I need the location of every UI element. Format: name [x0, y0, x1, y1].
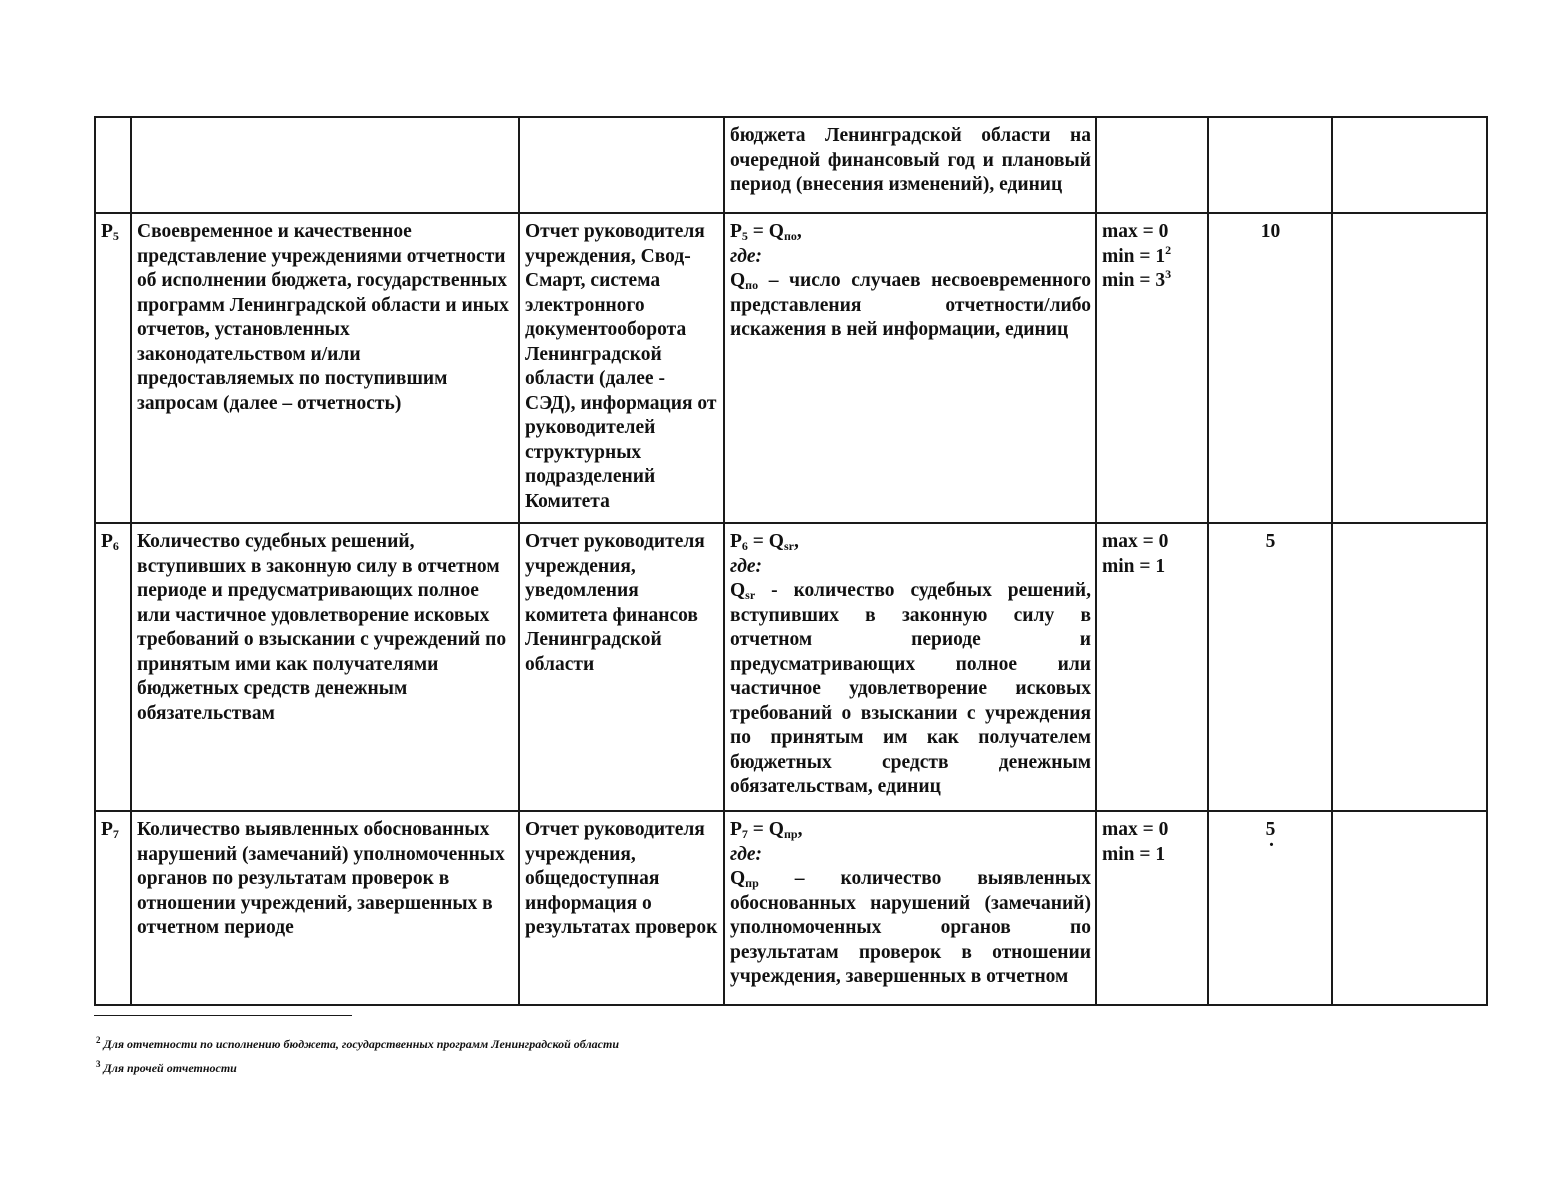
limit-value [1102, 242, 1203, 270]
formula-description-block [730, 269, 1091, 343]
indicator-code-subscript: 7 [112, 827, 119, 841]
weight-cell [1208, 213, 1332, 523]
formula-variable-subscript: пр [783, 827, 798, 841]
weight-cell [1208, 117, 1332, 213]
limit-text: min = 3 [1102, 270, 1166, 291]
formula-equals: = [747, 221, 769, 242]
formula-where-label: где: [730, 245, 763, 267]
limit-text: min = 1 [1102, 245, 1166, 267]
limit-text: min = 1 [1102, 843, 1166, 865]
footnote-text: Для отчетности по исполнению бюджета, государственных программ Ленинградской области [103, 1037, 619, 1051]
formula-q-label: Q [730, 270, 746, 291]
indicator-name-cell [131, 523, 519, 811]
data-source: Отчет руководителя учреждения, общедоступная информация о результатах проверок [525, 819, 718, 938]
source-cell [519, 117, 724, 213]
indicator-code-cell [95, 213, 131, 523]
limit-value [1102, 818, 1203, 843]
footnote-mark: 2 [96, 1035, 101, 1045]
limits-cell [1096, 117, 1208, 213]
formula-cell [724, 811, 1096, 1005]
limit-footnote-ref: 3 [1165, 267, 1172, 281]
limits-cell [1096, 811, 1208, 1005]
source-cell [519, 523, 724, 811]
limit-footnote-ref: 2 [1165, 242, 1172, 257]
formula-description: - количество судебных решений, вступивших в законную силу в отчетном периоде и предусматривающих полное или частичное удовлетворение исковых требований о взыскании с учреждения по принятым им как получателем бюджетных средств денежным обязательствам, единиц [730, 580, 1091, 797]
indicator-code-cell [95, 811, 131, 1005]
formula-where-line [730, 555, 1091, 580]
formula-lhs: P [730, 819, 742, 840]
weight-cell [1208, 811, 1332, 1005]
formula-line [730, 530, 1091, 555]
formula-equals: = [747, 819, 769, 840]
formula-equals: = [747, 531, 769, 552]
limit-value [1102, 269, 1203, 294]
formula-cell [724, 523, 1096, 811]
formula-tail: , [796, 221, 802, 242]
formula-line [730, 220, 1091, 245]
data-source: Отчет руководителя учреждения, уведомления комитета финансов Ленинградской области [525, 531, 705, 675]
indicator-code: P [101, 531, 113, 552]
indicator-name-cell [131, 213, 519, 523]
weight-value: 5 [1265, 531, 1276, 552]
formula-lhs: P [730, 221, 742, 242]
formula-q-label: Q [730, 580, 746, 601]
weight-value: 10 [1260, 221, 1281, 242]
limit-value [1102, 220, 1203, 245]
formula-lhs-subscript: 5 [741, 229, 748, 243]
limit-text: max = 0 [1102, 531, 1169, 552]
indicator-code-subscript: 5 [112, 229, 119, 243]
limit-text: max = 0 [1102, 221, 1169, 242]
limit-value [1102, 843, 1203, 868]
empty-cell [1332, 523, 1487, 811]
indicator-name-cell [131, 117, 519, 213]
formula-lhs: P [730, 531, 742, 552]
indicator-name-cell [131, 811, 519, 1005]
limits-cell [1096, 523, 1208, 811]
formula-description-block [730, 867, 1091, 990]
footnote [96, 1054, 619, 1078]
formula-variable-subscript: по [783, 229, 797, 243]
formula-where-line [730, 245, 1091, 270]
empty-cell [1332, 117, 1487, 213]
formula-lhs-subscript: 7 [741, 827, 748, 841]
formula-where-label: где: [730, 843, 763, 865]
indicator-name: Количество выявленных обоснованных нарушений (замечаний) уполномоченных органов по результатам проверок в отношении учреждений, завершенных в отчетном периоде [137, 819, 505, 938]
weight-cell [1208, 523, 1332, 811]
table-row [95, 811, 1487, 1005]
formula-variable: Q [768, 221, 784, 242]
weight-value: 5 [1265, 819, 1276, 840]
formula-q-label: Q [730, 868, 746, 889]
formula-description: – количество выявленных обоснованных нарушений (замечаний) уполномоченных органов по результатам проверок в отношении учреждения, завершенных в отчетном [730, 868, 1091, 987]
formula-q-subscript: по [745, 278, 759, 292]
indicator-code-cell [95, 523, 131, 811]
table-row [95, 523, 1487, 811]
formula-cell [724, 213, 1096, 523]
formula-where-line [730, 843, 1091, 868]
empty-cell [1332, 213, 1487, 523]
table-row [95, 213, 1487, 523]
formula-where-label: где: [730, 555, 763, 577]
limit-value [1102, 555, 1203, 580]
formula-description: бюджета Ленинградской области на очередной финансовый год и плановый период (внесения изменений), единиц [730, 125, 1091, 195]
formula-variable: Q [768, 819, 784, 840]
formula-description-block [730, 124, 1091, 198]
formula-variable-subscript: sr [783, 539, 794, 553]
footnotes [96, 1030, 619, 1078]
indicator-code: P [101, 819, 113, 840]
table-row [95, 117, 1487, 213]
formula-lhs-subscript: 6 [741, 539, 748, 553]
formula-tail: , [797, 819, 803, 840]
formula-q-subscript: sr [745, 588, 756, 602]
formula-description: – число случаев несвоевременного представления отчетности/либо искажения в ней информации, единиц [730, 270, 1091, 340]
formula-description-block [730, 579, 1091, 800]
indicator-code-subscript: 6 [112, 539, 119, 553]
footnote-text: Для прочей отчетности [103, 1061, 237, 1075]
indicator-name: Количество судебных решений, вступивших в законную силу в отчетном периоде и предусматривающих полное или частичное удовлетворение исковых требований о взыскании с учреждений по принятым ими как получателями бюджетных средств денежным обязательствам [137, 531, 507, 724]
source-cell [519, 213, 724, 523]
limit-text: min = 1 [1102, 555, 1166, 577]
indicator-name: Своевременное и качественное представление учреждениями отчетности об исполнении бюджета, государственных программ Ленинградской области и иных отчетов, установленных законодательством и/или предоставляемых по поступившим запросам (далее – отчетность) [137, 221, 509, 414]
indicators-table [94, 116, 1488, 1006]
formula-line [730, 818, 1091, 843]
indicator-code: P [101, 221, 113, 242]
footnote-mark: 3 [96, 1059, 101, 1069]
formula-variable: Q [768, 531, 784, 552]
limit-text: max = 0 [1102, 819, 1169, 840]
source-cell [519, 811, 724, 1005]
formula-tail: , [793, 531, 799, 552]
formula-cell [724, 117, 1096, 213]
indicator-code-cell [95, 117, 131, 213]
empty-cell [1332, 811, 1487, 1005]
limit-value [1102, 530, 1203, 555]
footnote-rule [94, 1015, 352, 1016]
formula-q-subscript: пр [745, 876, 759, 890]
data-source: Отчет руководителя учреждения, Свод-Смарт, система электронного документооборота Ленинградской области (далее - СЭД), информация от руководителей структурных подразделений Комитета [525, 221, 717, 512]
stray-mark: · [1268, 834, 1275, 856]
footnote [96, 1030, 619, 1054]
limits-cell [1096, 213, 1208, 523]
